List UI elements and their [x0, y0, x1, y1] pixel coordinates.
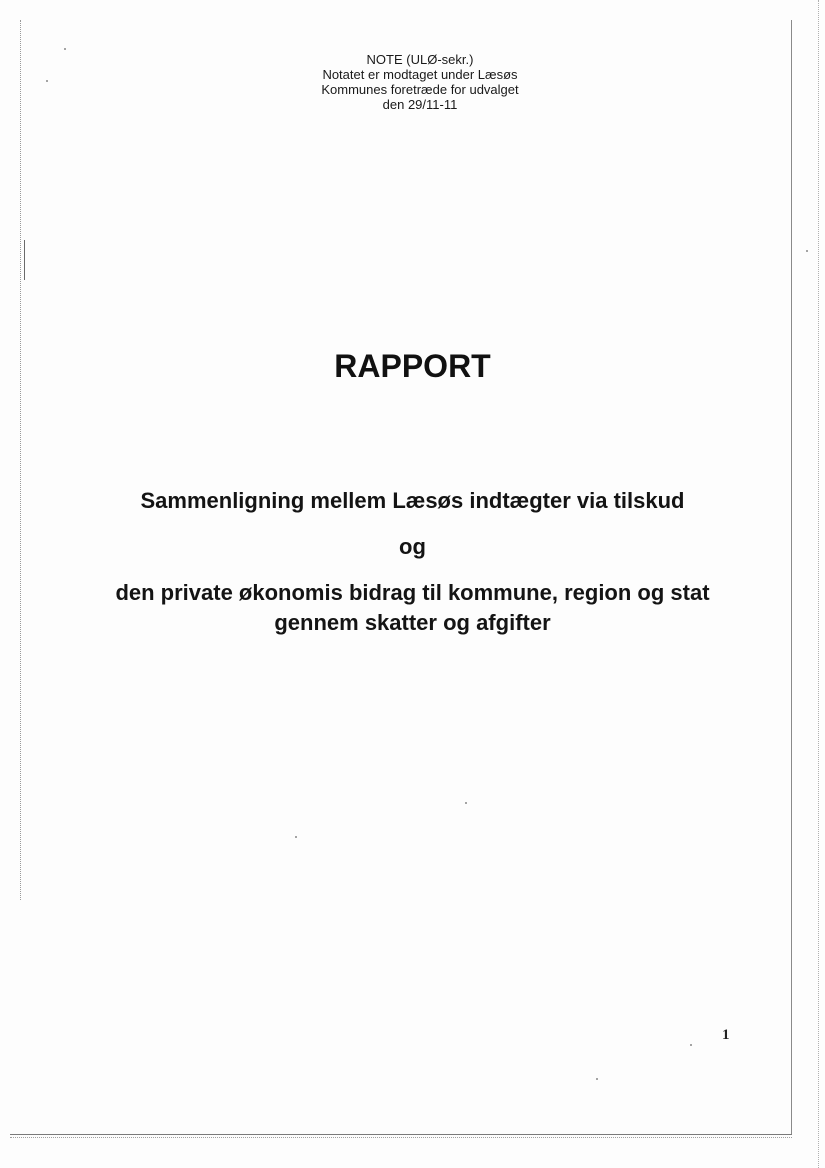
scan-speck: [596, 1078, 598, 1080]
scan-edge-outer: [818, 0, 819, 1168]
scan-edge-mark: [24, 240, 25, 280]
scan-edge-right: [791, 20, 792, 1135]
scan-speck: [46, 80, 48, 82]
scan-speck: [690, 1044, 692, 1046]
subtitle-line-2: og: [399, 534, 426, 559]
subtitle-line-3: den private økonomis bidrag til kommune, region og stat: [115, 580, 710, 605]
scan-edge-left: [20, 20, 21, 900]
receipt-note: [270, 52, 570, 112]
scan-edge-bottom-outer: [10, 1137, 792, 1138]
scan-speck: [806, 250, 808, 252]
page-number: 1: [722, 1027, 730, 1043]
report-title: RAPPORT: [334, 348, 491, 384]
note-line-4: den 29/11-11: [382, 97, 458, 112]
note-line-1: NOTE (ULØ-sekr.): [366, 52, 474, 67]
subtitle-line-1: Sammenligning mellem Læsøs indtægter via tilskud: [140, 488, 685, 513]
scan-speck: [295, 836, 297, 838]
note-line-3: Kommunes foretræde for udvalget: [321, 82, 519, 97]
note-line-2: Notatet er modtaget under Læsøs: [322, 67, 518, 82]
scan-speck: [64, 48, 66, 50]
subtitle-line-4: gennem skatter og afgifter: [274, 610, 551, 635]
scan-edge-bottom: [10, 1134, 792, 1135]
scan-speck: [465, 802, 467, 804]
report-subtitle: [60, 486, 765, 638]
